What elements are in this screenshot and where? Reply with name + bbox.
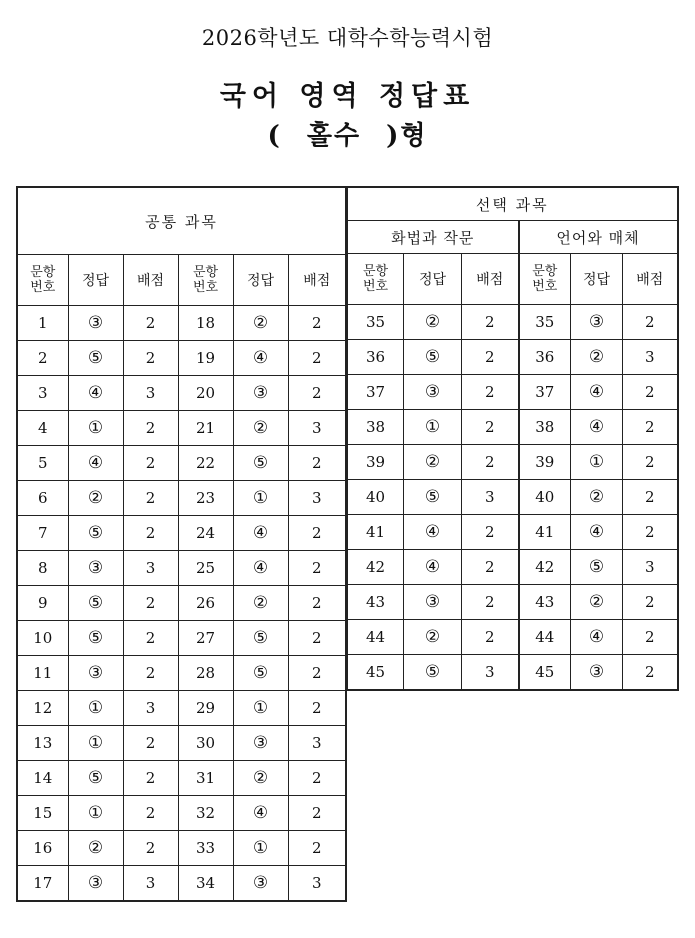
question-number: 34 — [178, 866, 233, 902]
table-row — [17, 866, 346, 902]
answer-cell: ④ — [571, 410, 623, 445]
points-cell: 2 — [288, 586, 346, 621]
answer-cell: ① — [233, 831, 288, 866]
table-row — [17, 516, 346, 551]
answer-cell: ③ — [571, 655, 623, 691]
points-cell: 2 — [123, 621, 178, 656]
document-title: 국어 영역 정답표 — [219, 81, 476, 112]
answer-cell: ⑤ — [404, 340, 462, 375]
answer-cell: ④ — [404, 515, 462, 550]
table-row — [17, 411, 346, 446]
type-close-paren: )형 — [386, 121, 428, 151]
points-cell: 2 — [462, 550, 519, 585]
answer-cell: ④ — [233, 341, 288, 376]
question-number: 12 — [17, 691, 68, 726]
question-number: 13 — [17, 726, 68, 761]
answer-cell: ③ — [68, 551, 123, 586]
points-cell: 2 — [123, 446, 178, 481]
points-cell: 2 — [623, 305, 678, 340]
answer-cell: ④ — [571, 620, 623, 655]
answer-cell: ⑤ — [233, 621, 288, 656]
points-cell: 2 — [623, 515, 678, 550]
question-number: 41 — [519, 515, 571, 550]
points-cell: 3 — [623, 550, 678, 585]
points-cell: 2 — [623, 410, 678, 445]
answer-cell: ② — [68, 831, 123, 866]
points-cell: 2 — [623, 445, 678, 480]
answer-cell: ⑤ — [68, 341, 123, 376]
points-cell: 2 — [288, 691, 346, 726]
answer-header: 정답 — [233, 255, 288, 306]
answer-cell: ⑤ — [233, 656, 288, 691]
question-number: 27 — [178, 621, 233, 656]
question-header-line1: 문항 — [362, 264, 389, 279]
table-row — [17, 761, 346, 796]
question-number: 29 — [178, 691, 233, 726]
answer-cell: ② — [233, 306, 288, 341]
table-row — [348, 655, 678, 691]
table-row — [348, 410, 678, 445]
table-row — [17, 376, 346, 411]
question-number: 32 — [178, 796, 233, 831]
answer-cell: ① — [68, 411, 123, 446]
points-header: 배점 — [123, 255, 178, 306]
question-number-header — [519, 254, 571, 305]
elective-subject-table — [347, 186, 679, 691]
points-cell: 2 — [462, 620, 519, 655]
question-number: 3 — [17, 376, 68, 411]
question-number: 9 — [17, 586, 68, 621]
exam-type-line — [0, 115, 695, 152]
question-number: 23 — [178, 481, 233, 516]
points-cell: 2 — [123, 516, 178, 551]
answer-cell: ② — [404, 445, 462, 480]
answer-cell: ④ — [68, 446, 123, 481]
question-number-header — [17, 255, 68, 306]
question-number: 2 — [17, 341, 68, 376]
points-cell: 2 — [288, 551, 346, 586]
question-number: 33 — [178, 831, 233, 866]
points-cell: 2 — [623, 375, 678, 410]
answer-cell: ① — [68, 796, 123, 831]
type-open-paren: ( — [267, 121, 282, 151]
answer-cell: ② — [571, 340, 623, 375]
points-cell: 2 — [288, 376, 346, 411]
points-cell: 2 — [288, 306, 346, 341]
points-cell: 2 — [123, 341, 178, 376]
question-number: 4 — [17, 411, 68, 446]
answer-cell: ⑤ — [404, 480, 462, 515]
table-row — [348, 340, 678, 375]
table-row — [17, 726, 346, 761]
question-number: 44 — [519, 620, 571, 655]
question-number: 41 — [348, 515, 404, 550]
points-cell: 3 — [288, 726, 346, 761]
question-number: 37 — [519, 375, 571, 410]
question-number: 40 — [519, 480, 571, 515]
common-subject-header: 공통 과목 — [17, 187, 346, 255]
answer-header: 정답 — [571, 254, 623, 305]
answer-cell: ⑤ — [404, 655, 462, 691]
points-cell: 2 — [462, 375, 519, 410]
table-row — [348, 620, 678, 655]
question-number: 38 — [519, 410, 571, 445]
points-cell: 2 — [462, 410, 519, 445]
answer-cell: ④ — [233, 516, 288, 551]
question-number: 16 — [17, 831, 68, 866]
points-cell: 2 — [462, 340, 519, 375]
table-row — [17, 621, 346, 656]
table-row — [17, 586, 346, 621]
table-row — [348, 480, 678, 515]
points-cell: 2 — [623, 620, 678, 655]
points-cell: 3 — [123, 691, 178, 726]
answer-cell: ④ — [233, 551, 288, 586]
points-header: 배점 — [623, 254, 678, 305]
points-cell: 2 — [288, 621, 346, 656]
points-cell: 2 — [123, 796, 178, 831]
points-cell: 2 — [623, 480, 678, 515]
table-row — [348, 515, 678, 550]
table-row — [17, 481, 346, 516]
answer-cell: ② — [404, 620, 462, 655]
table-row — [348, 585, 678, 620]
answer-cell: ② — [571, 480, 623, 515]
question-number: 15 — [17, 796, 68, 831]
question-number: 6 — [17, 481, 68, 516]
answer-cell: ⑤ — [571, 550, 623, 585]
question-number: 21 — [178, 411, 233, 446]
table-row — [17, 656, 346, 691]
answer-cell: ④ — [233, 796, 288, 831]
points-cell: 2 — [462, 445, 519, 480]
points-cell: 2 — [288, 796, 346, 831]
points-cell: 2 — [123, 831, 178, 866]
question-number: 22 — [178, 446, 233, 481]
answer-cell: ② — [233, 586, 288, 621]
question-number: 42 — [348, 550, 404, 585]
answer-cell: ③ — [404, 375, 462, 410]
answer-cell: ① — [68, 726, 123, 761]
question-number: 36 — [348, 340, 404, 375]
question-header-line1: 문항 — [192, 265, 219, 280]
question-number-header — [348, 254, 404, 305]
question-number: 35 — [348, 305, 404, 340]
answer-cell: ③ — [233, 376, 288, 411]
answer-cell: ③ — [404, 585, 462, 620]
elective-subject-header: 선택 과목 — [348, 187, 678, 221]
table-row — [348, 305, 678, 340]
question-number: 45 — [348, 655, 404, 691]
answer-cell: ③ — [571, 305, 623, 340]
question-number: 7 — [17, 516, 68, 551]
points-cell: 2 — [288, 831, 346, 866]
points-cell: 3 — [462, 655, 519, 691]
points-header: 배점 — [462, 254, 519, 305]
question-number: 14 — [17, 761, 68, 796]
answer-cell: ⑤ — [68, 516, 123, 551]
question-number: 38 — [348, 410, 404, 445]
answer-cell: ② — [233, 761, 288, 796]
question-number: 35 — [519, 305, 571, 340]
points-cell: 2 — [462, 305, 519, 340]
points-cell: 2 — [462, 515, 519, 550]
table-row — [348, 445, 678, 480]
question-number: 25 — [178, 551, 233, 586]
points-cell: 2 — [288, 446, 346, 481]
answer-cell: ⑤ — [68, 761, 123, 796]
question-number: 31 — [178, 761, 233, 796]
answer-cell: ① — [233, 691, 288, 726]
answer-cell: ④ — [571, 375, 623, 410]
question-number: 11 — [17, 656, 68, 691]
points-cell: 2 — [288, 516, 346, 551]
points-cell: 3 — [123, 376, 178, 411]
exam-type-name: 홀수 — [306, 121, 362, 151]
table-row — [348, 550, 678, 585]
question-number: 19 — [178, 341, 233, 376]
answer-cell: ③ — [68, 306, 123, 341]
question-number: 8 — [17, 551, 68, 586]
question-number: 24 — [178, 516, 233, 551]
answer-cell: ③ — [233, 726, 288, 761]
answer-header: 정답 — [404, 254, 462, 305]
speech-writing-header: 화법과 작문 — [348, 221, 519, 254]
points-cell: 2 — [623, 655, 678, 691]
question-number: 37 — [348, 375, 404, 410]
points-cell: 3 — [623, 340, 678, 375]
language-media-header: 언어와 매체 — [519, 221, 678, 254]
answer-cell: ② — [404, 305, 462, 340]
points-cell: 2 — [123, 656, 178, 691]
question-number: 18 — [178, 306, 233, 341]
points-cell: 2 — [288, 761, 346, 796]
answer-header: 정답 — [68, 255, 123, 306]
table-row — [17, 691, 346, 726]
question-number: 17 — [17, 866, 68, 902]
table-row — [17, 551, 346, 586]
points-header: 배점 — [288, 255, 346, 306]
answer-cell: ③ — [68, 656, 123, 691]
answer-cell: ④ — [571, 515, 623, 550]
points-cell: 3 — [288, 481, 346, 516]
question-number: 43 — [519, 585, 571, 620]
question-header-line2: 번호 — [30, 280, 56, 295]
points-cell: 2 — [123, 761, 178, 796]
points-cell: 3 — [123, 551, 178, 586]
answer-cell: ② — [233, 411, 288, 446]
question-number: 10 — [17, 621, 68, 656]
answer-cell: ① — [68, 691, 123, 726]
table-row — [17, 341, 346, 376]
answer-cell: ④ — [68, 376, 123, 411]
question-number-header — [178, 255, 233, 306]
table-row — [348, 375, 678, 410]
table-row — [17, 446, 346, 481]
exam-title: 2026학년도 대학수학능력시험 — [201, 26, 494, 50]
answer-cell: ④ — [404, 550, 462, 585]
question-header-line1: 문항 — [30, 265, 56, 280]
question-number: 26 — [178, 586, 233, 621]
points-cell: 2 — [623, 585, 678, 620]
answer-cell: ③ — [233, 866, 288, 902]
answer-cell: ① — [233, 481, 288, 516]
points-cell: 3 — [288, 411, 346, 446]
points-cell: 2 — [288, 656, 346, 691]
question-number: 39 — [519, 445, 571, 480]
answer-cell: ① — [571, 445, 623, 480]
question-header-line2: 번호 — [532, 279, 558, 294]
question-header-line2: 번호 — [192, 280, 219, 295]
table-row — [17, 831, 346, 866]
points-cell: 2 — [123, 411, 178, 446]
answer-cell: ⑤ — [233, 446, 288, 481]
question-number: 45 — [519, 655, 571, 691]
question-number: 43 — [348, 585, 404, 620]
points-cell: 3 — [123, 866, 178, 902]
answer-cell: ⑤ — [68, 586, 123, 621]
question-number: 39 — [348, 445, 404, 480]
question-number: 40 — [348, 480, 404, 515]
points-cell: 2 — [123, 726, 178, 761]
common-subject-table — [16, 186, 347, 902]
answer-cell: ② — [68, 481, 123, 516]
question-number: 42 — [519, 550, 571, 585]
points-cell: 3 — [288, 866, 346, 902]
points-cell: 3 — [462, 480, 519, 515]
table-row — [17, 796, 346, 831]
points-cell: 2 — [123, 586, 178, 621]
question-number: 28 — [178, 656, 233, 691]
question-number: 36 — [519, 340, 571, 375]
answer-cell: ⑤ — [68, 621, 123, 656]
table-row — [17, 306, 346, 341]
question-number: 20 — [178, 376, 233, 411]
answer-cell: ③ — [68, 866, 123, 902]
answer-cell: ② — [571, 585, 623, 620]
question-number: 1 — [17, 306, 68, 341]
points-cell: 2 — [288, 341, 346, 376]
points-cell: 2 — [123, 306, 178, 341]
question-number: 5 — [17, 446, 68, 481]
question-number: 30 — [178, 726, 233, 761]
points-cell: 2 — [462, 585, 519, 620]
question-header-line1: 문항 — [532, 264, 558, 279]
answer-cell: ① — [404, 410, 462, 445]
question-number: 44 — [348, 620, 404, 655]
question-header-line2: 번호 — [362, 279, 389, 294]
points-cell: 2 — [123, 481, 178, 516]
